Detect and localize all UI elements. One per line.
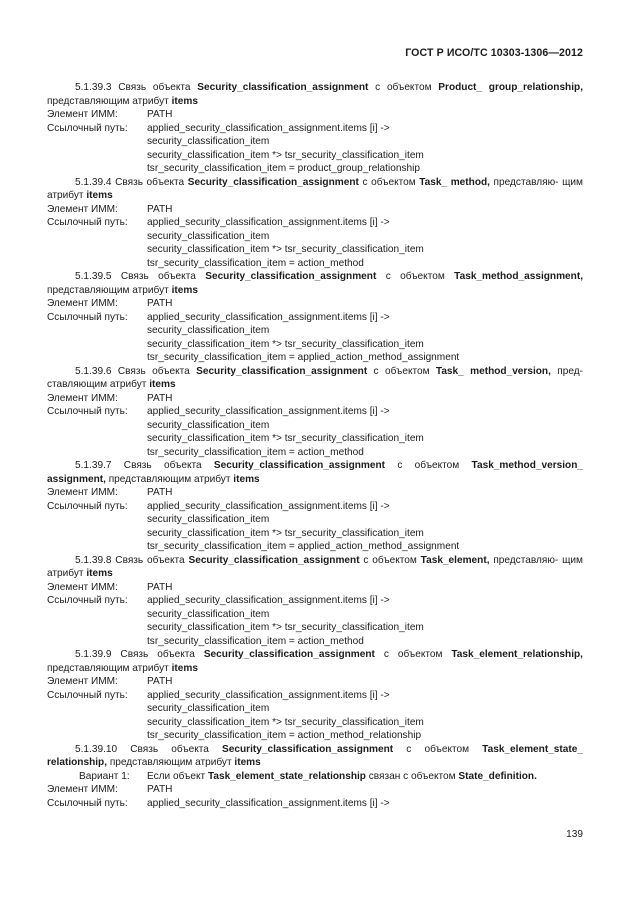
variant-label: Вариант 1:: [79, 770, 130, 782]
path-row: [47, 162, 583, 176]
path-row: [47, 338, 583, 352]
clause-heading-line: [47, 366, 583, 377]
path-label: Ссылочный путь:: [47, 406, 128, 417]
path-row: [47, 527, 583, 541]
attribute-name: items: [171, 284, 198, 296]
entity-name: Security_classification_assignment: [187, 176, 359, 188]
target-entity-name: Task_method_assignment,: [454, 271, 583, 282]
path-row: [47, 797, 583, 811]
path-value: security_classification_item *> tsr_security_classification_item: [147, 716, 424, 728]
path-label: Ссылочный путь:: [47, 797, 128, 809]
element-value: PATH: [147, 784, 173, 795]
clause-heading: [47, 554, 583, 581]
path-value: applied_security_classification_assignment.items [i] ->: [147, 689, 390, 701]
path-row: [47, 149, 583, 163]
element-row: [47, 486, 583, 500]
variant-entity: State_definition.: [458, 770, 537, 782]
path-row: [47, 702, 583, 716]
variant-text-part: Если объект: [147, 770, 208, 782]
path-label: Ссылочный путь:: [47, 217, 128, 228]
clause-block: [47, 176, 583, 271]
clause-text: с объектом: [385, 460, 472, 471]
path-label: Ссылочный путь:: [47, 689, 128, 701]
path-label: Ссылочный путь:: [47, 311, 128, 323]
element-label: Элемент ИММ:: [47, 109, 118, 120]
clause-heading-line: [47, 271, 583, 282]
element-value: PATH: [147, 676, 173, 687]
attribute-name: items: [233, 473, 260, 485]
path-value: applied_security_classification_assignment.items [i] ->: [147, 122, 390, 134]
path-row: [47, 324, 583, 338]
target-entity-name-cont: assignment,: [47, 473, 106, 485]
clause-text: представляющим атрибут: [105, 473, 234, 485]
path-value: security_classification_item *> tsr_security_classification_item: [147, 527, 424, 539]
variant-entity: Task_element_state_relationship: [207, 770, 366, 782]
clause-number-text: 5.1.39.7 Связь объекта: [75, 460, 214, 471]
clause-text: представляющим атрибут: [47, 662, 172, 674]
path-row: [47, 500, 583, 514]
clause-heading-line: [47, 177, 559, 188]
path-value: security_classification_item *> tsr_security_classification_item: [147, 433, 424, 444]
attribute-name: items: [234, 757, 261, 768]
path-label: Ссылочный путь:: [47, 500, 128, 512]
path-row: [47, 122, 583, 136]
path-row: [47, 405, 583, 419]
path-row: [47, 540, 583, 554]
clause-text: с объектом: [393, 743, 483, 755]
clause-text: представляющим атрибут: [47, 95, 172, 107]
clause-heading: [47, 176, 583, 203]
entity-name: Security_classification_assignment: [213, 460, 386, 471]
document-body: [47, 81, 583, 810]
element-value: PATH: [147, 487, 173, 498]
clause-heading: [47, 648, 583, 675]
target-entity-name: Task_ method_version,: [435, 365, 551, 377]
clause-text: с объектом: [359, 554, 421, 566]
entity-name: Security_classification_assignment: [197, 82, 369, 93]
element-label: Элемент ИММ:: [47, 392, 118, 404]
element-label: Элемент ИММ:: [47, 784, 118, 795]
path-value: security_classification_item: [147, 703, 270, 714]
element-value: PATH: [147, 109, 173, 120]
path-value: applied_security_classification_assignment.items [i] ->: [147, 797, 390, 809]
path-value: security_classification_item: [147, 230, 270, 242]
clause-heading-continuation: [47, 285, 198, 296]
element-label: Элемент ИММ:: [47, 581, 118, 593]
clause-text: с объектом: [358, 176, 420, 188]
clause-number-text: 5.1.39.4 Связь объекта: [75, 176, 188, 188]
path-label: Ссылочный путь:: [47, 122, 128, 134]
path-row: [47, 594, 583, 608]
clause-text: представляю-: [489, 176, 559, 188]
path-value: security_classification_item: [147, 325, 270, 336]
element-row: [47, 297, 583, 311]
target-entity-name-cont: relationship,: [47, 757, 108, 768]
entity-name: Security_classification_assignment: [196, 365, 368, 377]
element-label: Элемент ИММ:: [47, 298, 118, 309]
clause-heading-line: [47, 744, 583, 755]
page-number: 139: [566, 829, 583, 840]
clause-heading-line: [47, 460, 583, 471]
element-value: PATH: [147, 392, 173, 404]
clause-text: щим атрибут: [47, 554, 583, 579]
target-entity-name: Task_element_state_: [482, 743, 583, 755]
clause-heading-line: [47, 82, 583, 93]
clause-text: представляю-: [489, 554, 559, 566]
clause-text: пред-: [550, 365, 583, 377]
clause-number-text: 5.1.39.5 Связь объекта: [75, 271, 206, 282]
path-value: tsr_security_classification_item = action_method_relationship: [147, 730, 422, 741]
clause-text: ставляющим атрибут: [47, 379, 150, 390]
path-value: applied_security_classification_assignment.items [i] ->: [147, 406, 390, 417]
element-row: [47, 675, 583, 689]
variant-text-part: связан с объектом: [365, 770, 459, 782]
clause-heading-line: [47, 555, 558, 566]
element-row: [47, 203, 583, 217]
path-row: [47, 729, 583, 743]
path-value: tsr_security_classification_item = action_method: [147, 446, 364, 458]
target-entity-name: Task_element_relationship,: [451, 649, 583, 660]
clause-text: с объектом: [374, 649, 452, 660]
path-row: [47, 135, 583, 149]
clause-block: [47, 743, 583, 811]
path-row: [47, 311, 583, 325]
clause-text: с объектом: [376, 271, 455, 282]
target-entity-name: Product_ group_relationship,: [438, 82, 583, 93]
path-value: applied_security_classification_assignment.items [i] ->: [147, 311, 390, 323]
clause-heading-continuation: [47, 96, 198, 107]
element-value: PATH: [147, 203, 173, 215]
clause-heading: [47, 743, 583, 770]
path-row: [47, 635, 583, 649]
path-value: applied_security_classification_assignment.items [i] ->: [147, 500, 390, 512]
clause-heading-continuation: [47, 663, 198, 674]
target-entity-name: Task_element,: [420, 554, 490, 566]
attribute-name: items: [171, 95, 198, 107]
clause-number-text: 5.1.39.10 Связь объекта: [75, 743, 223, 755]
path-row: [47, 716, 583, 730]
clause-number-text: 5.1.39.8 Связь объекта: [75, 554, 189, 566]
path-value: applied_security_classification_assignment.items [i] ->: [147, 595, 390, 606]
path-label: Ссылочный путь:: [47, 595, 128, 606]
clause-text: с объектом: [368, 82, 439, 93]
clause-text: представляющим атрибут: [47, 284, 172, 296]
clause-text: представляющим атрибут: [107, 757, 235, 768]
path-value: security_classification_item: [147, 608, 270, 620]
entity-name: Security_classification_assignment: [203, 649, 375, 660]
path-row: [47, 446, 583, 460]
clause-heading: [47, 81, 583, 108]
path-row: [47, 351, 583, 365]
element-row: [47, 581, 583, 595]
path-row: [47, 432, 583, 446]
entity-name: Security_classification_assignment: [188, 554, 360, 566]
path-row: [47, 513, 583, 527]
path-row: [47, 257, 583, 271]
clause-text: с объектом: [367, 365, 436, 377]
path-value: security_classification_item: [147, 514, 270, 525]
clause-number-text: 5.1.39.6 Связь объекта: [75, 365, 197, 377]
path-row: [47, 243, 583, 257]
target-entity-name: Task_ method,: [419, 176, 490, 188]
clause-number-text: 5.1.39.3 Связь объекта: [75, 82, 198, 93]
path-row: [47, 608, 583, 622]
path-value: tsr_security_classification_item = applied_action_method_assignment: [147, 352, 460, 363]
clause-heading: [47, 459, 583, 486]
element-label: Элемент ИММ:: [47, 203, 118, 215]
clause-text: щим атрибут: [47, 176, 583, 201]
path-row: [47, 621, 583, 635]
clause-block: [47, 648, 583, 743]
path-row: [47, 230, 583, 244]
clause-block: [47, 459, 583, 554]
clause-heading-continuation: [47, 379, 176, 390]
clause-heading: [47, 270, 583, 297]
attribute-name: items: [86, 190, 113, 201]
clause-number-text: 5.1.39.9 Связь объекта: [75, 649, 204, 660]
clause-block: [47, 270, 583, 365]
path-value: tsr_security_classification_item = product_group_relationship: [147, 163, 420, 174]
variant-row: [47, 770, 583, 784]
entity-name: Security_classification_assignment: [205, 271, 377, 282]
element-value: PATH: [147, 298, 173, 309]
attribute-name: items: [171, 662, 198, 674]
clause-block: [47, 554, 583, 649]
page-header: ГОСТ Р ИСО/ТС 10303-1306—2012: [405, 47, 583, 59]
element-label: Элемент ИММ:: [47, 676, 118, 687]
path-value: applied_security_classification_assignment.items [i] ->: [147, 217, 390, 228]
clause-heading-line: [47, 649, 583, 660]
element-row: [47, 108, 583, 122]
path-value: security_classification_item *> tsr_security_classification_item: [147, 622, 424, 633]
clause-heading: [47, 365, 583, 392]
path-value: security_classification_item *> tsr_security_classification_item: [147, 149, 424, 161]
path-row: [47, 216, 583, 230]
path-value: tsr_security_classification_item = action_method: [147, 257, 364, 269]
element-value: PATH: [147, 581, 173, 593]
path-value: tsr_security_classification_item = applied_action_method_assignment: [147, 541, 460, 552]
clause-block: [47, 81, 583, 176]
path-value: security_classification_item: [147, 419, 270, 431]
element-label: Элемент ИММ:: [47, 487, 118, 498]
clause-block: [47, 365, 583, 460]
path-value: tsr_security_classification_item = action_method: [147, 635, 364, 647]
path-row: [47, 689, 583, 703]
path-value: security_classification_item *> tsr_security_classification_item: [147, 338, 424, 350]
path-value: security_classification_item *> tsr_security_classification_item: [147, 244, 424, 255]
entity-name: Security_classification_assignment: [222, 743, 394, 755]
target-entity-name: Task_method_version_: [471, 460, 583, 471]
clause-heading-continuation: [47, 474, 260, 485]
element-row: [47, 783, 583, 797]
attribute-name: items: [86, 568, 113, 579]
element-row: [47, 392, 583, 406]
clause-heading-continuation: [47, 757, 261, 768]
attribute-name: items: [149, 379, 176, 390]
variant-text: [147, 770, 537, 784]
path-row: [47, 419, 583, 433]
path-value: security_classification_item: [147, 136, 270, 147]
